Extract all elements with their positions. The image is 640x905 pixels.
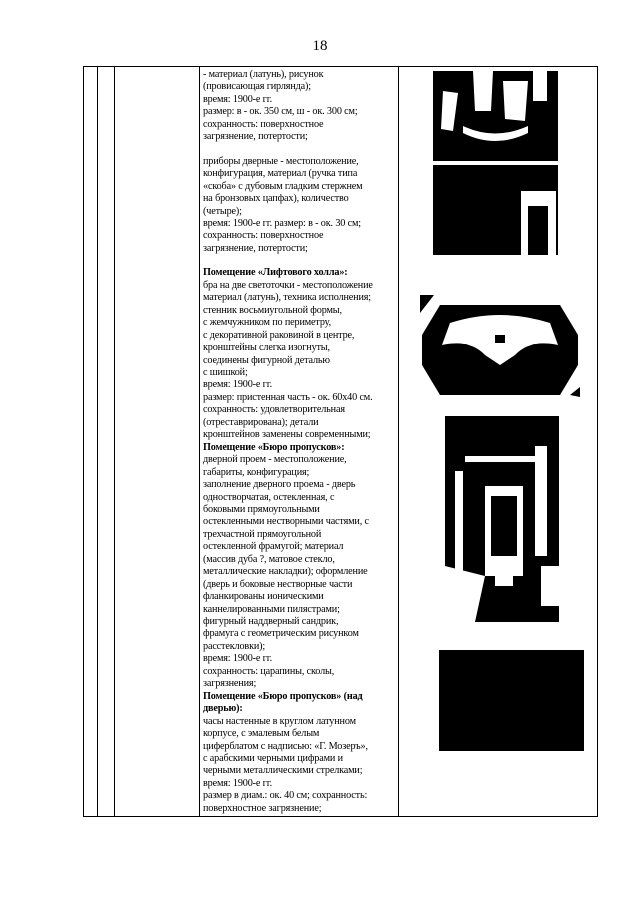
text-line: материал (латунь), техника исполнения; xyxy=(203,292,371,304)
column-divider-3 xyxy=(199,67,200,816)
text-line: приборы дверные - местоположение, xyxy=(203,155,359,167)
text-line: трехчастной прямоугольной xyxy=(203,528,322,540)
text-line: боковыми прямоугольными xyxy=(203,503,320,515)
photo-garland-fixture xyxy=(433,71,558,255)
text-line: (дверь и боковые нестворные части xyxy=(203,578,353,590)
section-heading: Помещение «Бюро пропусков»: xyxy=(203,441,345,453)
text-line: черными металлическими стрелками; xyxy=(203,765,363,777)
inventory-table xyxy=(83,66,598,817)
text-line: «скоба» с дубовым гладким стержнем xyxy=(203,180,363,192)
text-line: сохранность: царапины, сколы, xyxy=(203,665,335,677)
text-line: фигурный наддверный сандрик, xyxy=(203,616,339,628)
text-line: время: 1900-е гг. xyxy=(203,653,272,665)
text-line: заполнение дверного проема - дверь xyxy=(203,479,356,491)
text-line: загрязнение, потертости; xyxy=(203,131,308,143)
text-line: (четыре); xyxy=(203,205,242,217)
text-line: время: 1900-е гг. размер: в - ок. 30 см; xyxy=(203,217,361,229)
text-line: загрязнения; xyxy=(203,678,257,690)
text-line: размер: в - ок. 350 см, ш - ок. 300 см; xyxy=(203,106,358,118)
text-line: остекленной фрамугой; материал xyxy=(203,541,344,553)
text-line: размер в диам.: ок. 40 см; сохранность: xyxy=(203,790,368,802)
text-line: металлические накладки); оформление xyxy=(203,566,368,578)
text-line: стенник восьмиугольной формы, xyxy=(203,304,342,316)
text-line: (массив дуба ?, матовое стекло, xyxy=(203,553,335,565)
blank-line xyxy=(203,144,397,156)
section-heading: Помещение «Бюро пропусков» (над xyxy=(203,690,363,702)
text-line: каннелированными пилястрами; xyxy=(203,603,340,615)
text-line: расстекловки); xyxy=(203,640,266,652)
photo-wall-clock xyxy=(439,650,584,751)
text-line: бра на две светоточки - местоположение xyxy=(203,279,373,291)
text-line: загрязнение, потертости; xyxy=(203,242,308,254)
text-line: (провисающая гирлянда); xyxy=(203,81,311,93)
text-line: - материал (латунь), рисунок xyxy=(203,69,324,80)
text-line: время: 1900-е гг. xyxy=(203,379,272,391)
text-line: фрамуга с геометрическим рисунком xyxy=(203,628,359,640)
text-line: конфигурация, материал (ручка типа xyxy=(203,168,358,180)
blank-line xyxy=(203,255,397,267)
text-line: сохранность: поверхностное xyxy=(203,230,324,242)
text-line: циферблатом с надписью: «Г. Мозеръ», xyxy=(203,740,368,752)
text-line: фланкированы ионическими xyxy=(203,591,324,603)
section-heading: Помещение «Лифтового холла»: xyxy=(203,267,348,279)
text-line: габариты, конфигурация; xyxy=(203,466,310,478)
text-line: сохранность: поверхностное xyxy=(203,118,324,130)
text-line: поверхностное загрязнение; xyxy=(203,802,322,814)
text-line: на бронзовых цапфах), количество xyxy=(203,193,349,205)
text-line: корпусе, с эмалевым белым xyxy=(203,728,320,740)
text-line: с арабскими черными цифрами и xyxy=(203,753,343,765)
text-line: одностворчатая, остекленная, с xyxy=(203,491,335,503)
text-line: часы настенные в круглом латунном xyxy=(203,715,356,727)
text-line: соединены фигурной деталью xyxy=(203,354,330,366)
column-divider-1 xyxy=(97,67,98,816)
text-line: кронштейнов заменены современными; xyxy=(203,429,371,441)
text-line: с шишкой; xyxy=(203,366,248,378)
photo-doorway xyxy=(445,416,559,622)
text-line: кронштейны слегка изогнуты, xyxy=(203,342,330,354)
text-line: время: 1900-е гг. xyxy=(203,93,272,105)
text-line: сохранность: удовлетворительная xyxy=(203,404,345,416)
text-line: с декоративной раковиной в центре, xyxy=(203,329,355,341)
text-line: дверной проем - местоположение, xyxy=(203,454,347,466)
text-line: остекленными нестворными частями, с xyxy=(203,516,369,528)
column-divider-2 xyxy=(114,67,115,816)
description-column xyxy=(203,69,397,815)
text-line: с жемчужником по периметру, xyxy=(203,317,331,329)
page-number: 18 xyxy=(312,38,328,54)
text-line: (отреставрирована); детали xyxy=(203,416,319,428)
text-line: размер: пристенная часть - ок. 60х40 см. xyxy=(203,391,373,403)
section-heading: дверью): xyxy=(203,703,243,715)
column-divider-4 xyxy=(398,67,399,816)
photo-wall-sconce xyxy=(420,295,580,397)
text-line: время: 1900-е гг. xyxy=(203,777,272,789)
